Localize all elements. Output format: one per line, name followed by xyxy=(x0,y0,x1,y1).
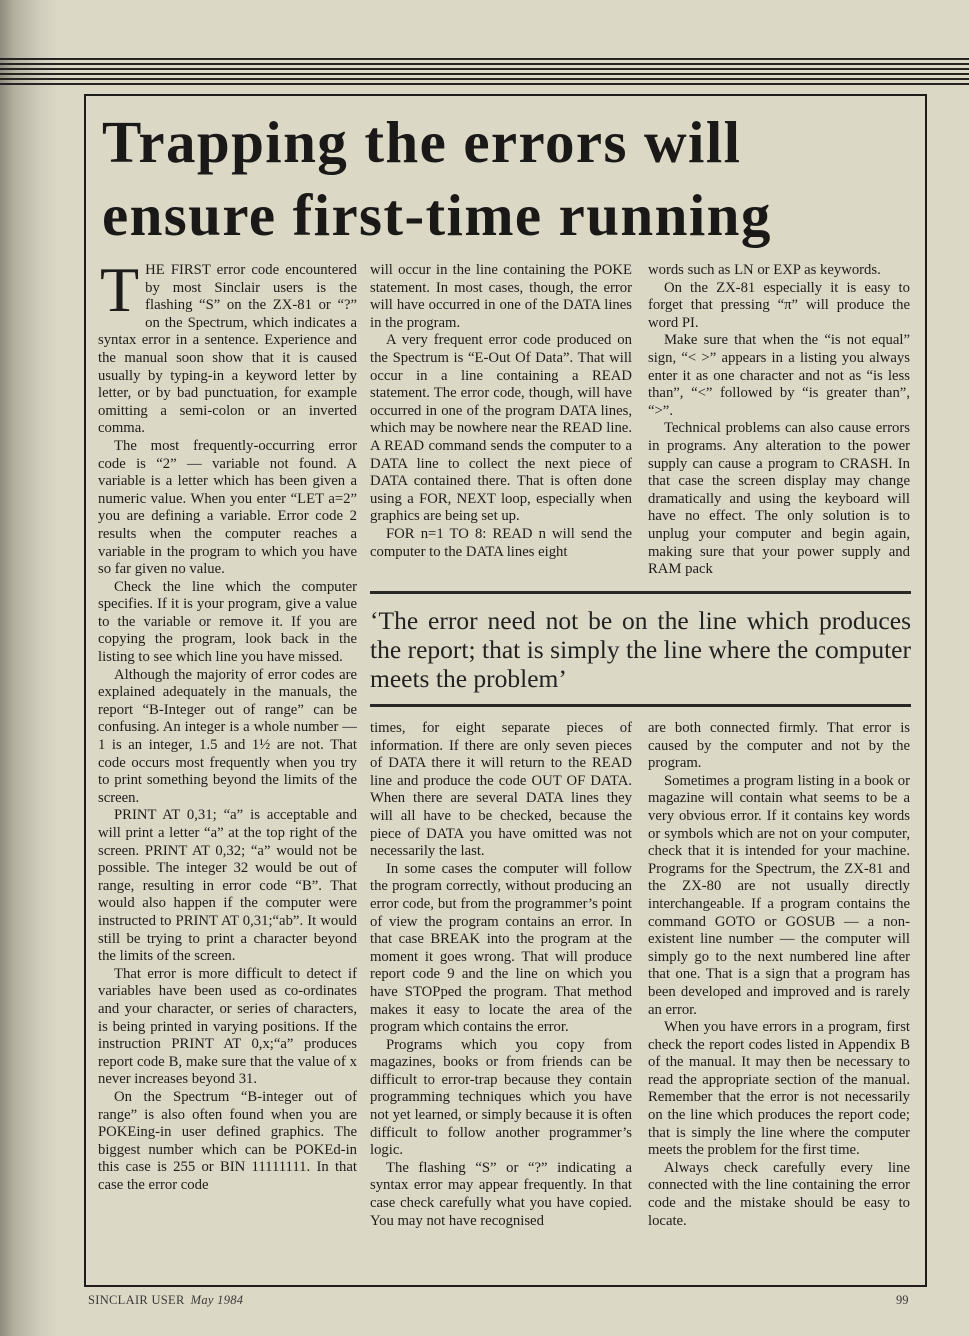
paragraph: On the ZX-81 especially it is easy to forget that pressing “π” will produce the word PI. xyxy=(648,279,910,331)
page-number: 99 xyxy=(896,1293,909,1307)
paragraph: Programs which you copy from magazines, books or from friends can be difficult to error-trap because they contain programming techniques which you have not yet learned, or simply because it is often difficult to follow another programmer’s logic. xyxy=(370,1036,632,1159)
footer-credit xyxy=(88,1293,243,1308)
column-3-top xyxy=(648,262,910,580)
paragraph: A very frequent error code produced on the Spectrum is “E-Out Of Data”. That will occur in a line containing a READ statement. The error code, though, will have occurred in one of the program DATA lines, which may be nowhere near the READ line. A READ command sends the computer to a DATA line to collect the next piece of DATA contained there. That is often done using a FOR, NEXT loop, especially when graphics are being set up. xyxy=(370,332,632,525)
paragraph: Make sure that when the “is not equal” sign, “< >” appears in a listing you always enter it as one character and not as “is less than”, “<” followed by “is greater than”, “>”. xyxy=(648,332,910,419)
paragraph: Although the majority of error codes are explained adequately in the manuals, the report “B-Integer out of range” can be confusing. An integer is a whole number — 1 is an integer, 1.5 and 1½ are not. That code occurs most frequently when you try to print something beyond the limits of the screen. xyxy=(98,666,357,806)
paragraph: times, for eight separate pieces of information. If there are only seven pieces of DATA there it will return to the READ line and produce the code OUT OF DATA. When there are several DATA lines they will all have to be checked, because the piece of DATA you have omitted was not necessarily the last. xyxy=(370,720,632,860)
headline: Trapping the errors will ensure first-time running xyxy=(102,109,772,248)
paragraph: PRINT AT 0,31; “a” is acceptable and will print a letter “a” at the top right of the screen. PRINT AT 0,32; “a” would not be possible. The integer 32 would be out of range, resulting in error code “B”. That would also happen if the computer were instructed to PRINT AT 0,31;“ab”. It would still be trying to print a character beyond the limits of the screen. xyxy=(98,807,357,965)
paragraph: THE FIRST error code encountered by most Sinclair users is the flashing “S” on the ZX-81 or “?” on the Spectrum, which indicates a syntax error in a sentence. Experience and the manual soon show that it is caused usually by typing-in a keyword letter by letter, or by bad punctuation, for example omitting a semi-colon or an inverted comma. xyxy=(98,262,357,437)
column-2-top xyxy=(370,262,632,580)
paragraph: The flashing “S” or “?” indicating a syntax error may appear frequently. In that case check carefully what you have copied. You may not have recognised xyxy=(370,1159,632,1229)
paragraph: words such as LN or EXP as keywords. xyxy=(648,262,881,278)
paragraph: Technical problems can also cause errors in programs. Any alteration to the power supply can cause a program to CRASH. In that case the screen display may change dramatically and using the keyboard will have no effect. The only solution is to unplug your computer and begin again, making sure that your power supply and RAM pack xyxy=(648,420,910,578)
binding-gutter xyxy=(0,0,58,1336)
publication-name: SINCLAIR USER xyxy=(88,1293,185,1307)
paragraph: Check the line which the computer specifies. If it is your program, give a value to the variable or remove it. If you are copying the program, look back in the listing to see which line you have missed. xyxy=(98,578,357,666)
paragraph: are both connected firmly. That error is caused by the computer and not by the program. xyxy=(648,720,910,772)
pull-quote-top-rule xyxy=(370,591,911,594)
paragraph: will occur in the line containing the POKE statement. In most cases, though, the error will have occurred in one of the DATA lines in the program. xyxy=(370,262,632,331)
paragraph: When you have errors in a program, first check the report codes listed in Appendix B of the manual. It may then be necessary to read the appropriate section of the manual. Remember that the error is not necessarily on the line which produces the report code; that is simply the line where the computer meets the problem for the first time. xyxy=(648,1019,910,1159)
column-3-bottom xyxy=(648,720,910,1265)
header-rules xyxy=(0,58,969,88)
pull-quote: ‘The error need not be on the line which produces the report; that is simply the line where the computer meets the problem’ xyxy=(370,606,911,693)
paragraph: In some cases the computer will follow the program correctly, without producing an error code, but from the programmer’s point of view the program contains an error. In that case BREAK into the program at the moment it goes wrong. That will produce report code 9 and the line on which you have STOPped the program. That method makes it easy to locate the area of the program which contains the error. xyxy=(370,860,632,1036)
pull-quote-bottom-rule xyxy=(370,704,911,707)
issue-date: May 1984 xyxy=(190,1293,244,1307)
column-2-bottom xyxy=(370,720,632,1265)
paragraph: Always check carefully every line connected with the line containing the error code and the mistake should be easy to locate. xyxy=(648,1159,910,1229)
paragraph: That error is more difficult to detect if variables have been used as co-ordinates and your character, or series of characters, is being printed in varying positions. If the instruction PRINT AT 0,x;“a” produces report code B, make sure that the value of x never increases beyond 31. xyxy=(98,965,357,1088)
paragraph: On the Spectrum “B-integer out of range” is also often found when you are POKEing-in user defined graphics. The biggest number which can be POKEd-in this case is 255 or BIN 11111111. In that case the error code xyxy=(98,1088,357,1193)
paragraph: Sometimes a program listing in a book or magazine will contain what seems to be a very obvious error. If it contains key words or symbols which are not on your computer, check that it is intended for your machine. Programs for the Spectrum, the ZX-81 and the ZX-80 are not usually directly interchangeable. If a program contains the command GOTO or GOSUB — a non-existent line number — the computer will simply go to the next numbered line after that one. That is a sign that a program has been developed and improved and is rarely an error. xyxy=(648,772,910,1018)
column-1 xyxy=(98,262,357,1260)
drop-cap: T xyxy=(100,262,140,325)
paragraph: The most frequently-occurring error code is “2” — variable not found. A variable is a letter which has been given a numeric value. When you enter “LET a=2” you are defining a variable. Error code 2 results when the computer reaches a variable in the program to which you have so far given no value. xyxy=(98,437,357,578)
paragraph: FOR n=1 TO 8: READ n will send the computer to the DATA lines eight xyxy=(370,525,632,560)
